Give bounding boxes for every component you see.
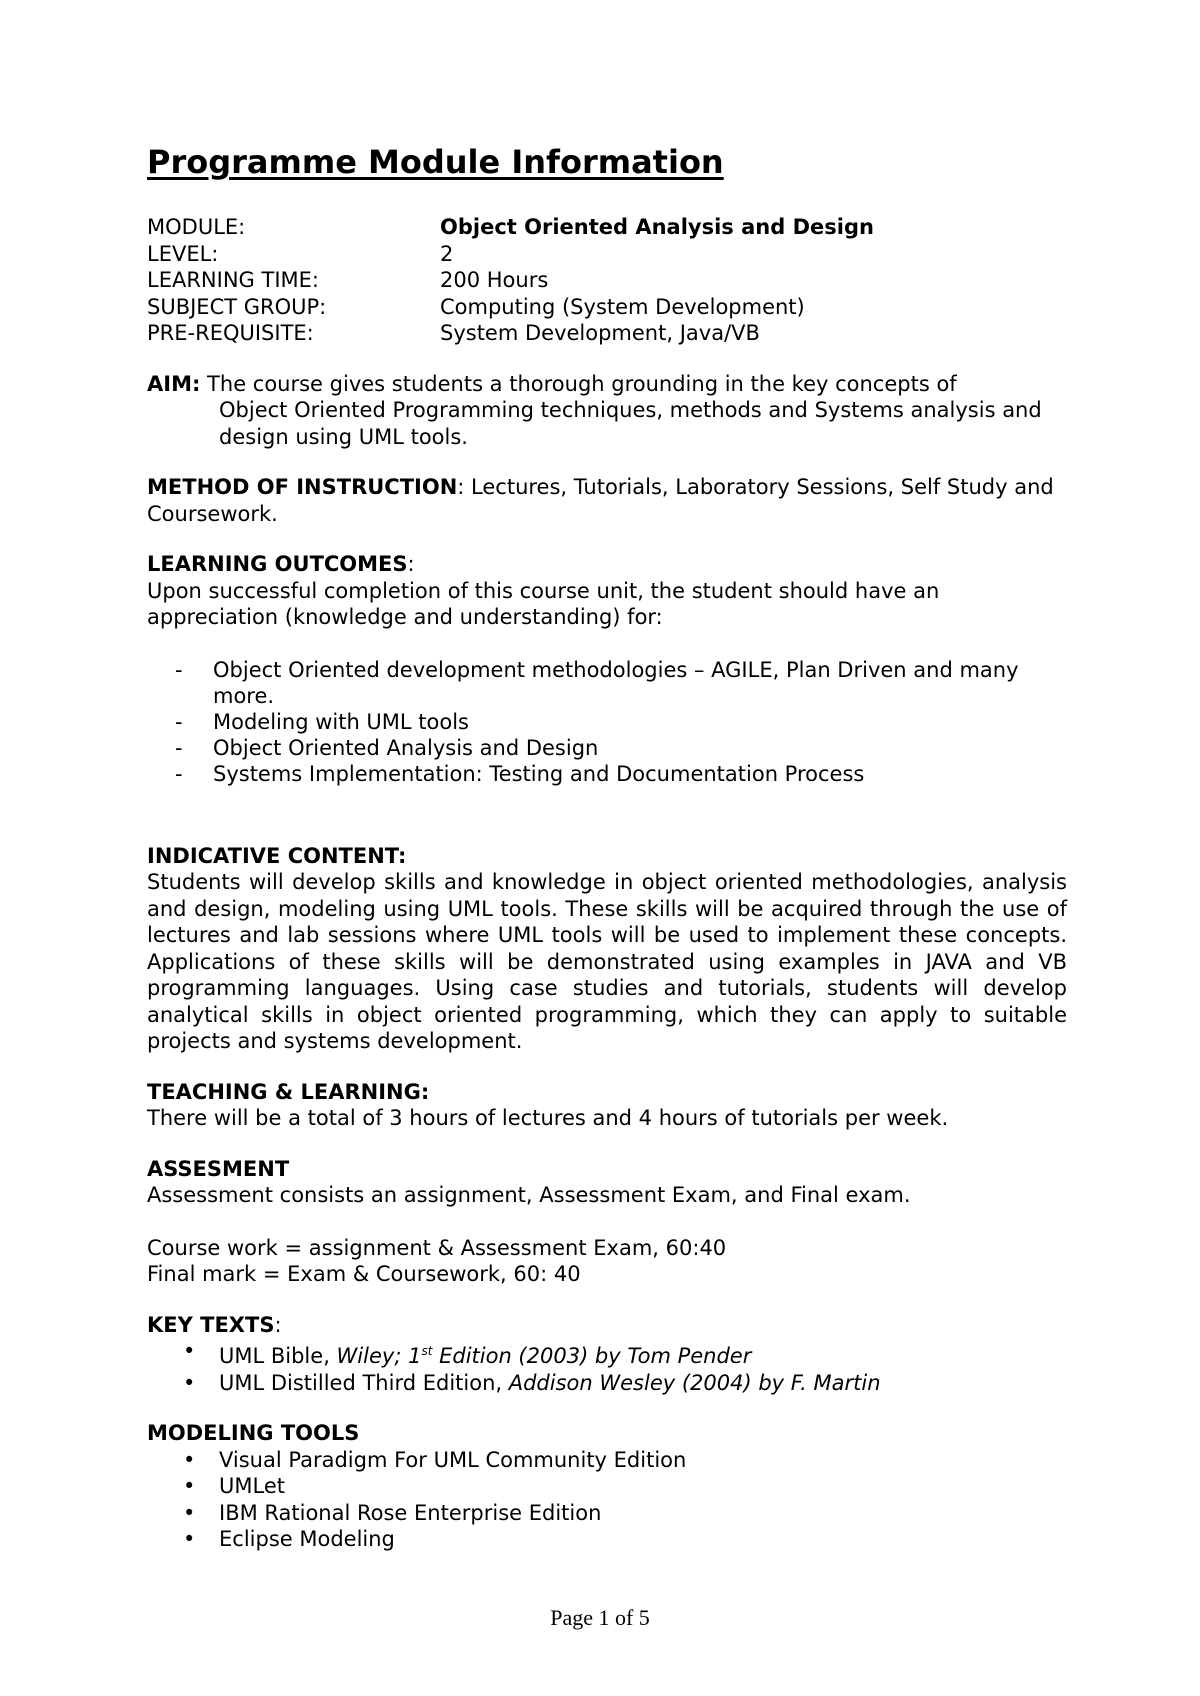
outcomes-list	[147, 657, 1067, 787]
list-item	[147, 1370, 1067, 1397]
book-edition-sup: st	[421, 1344, 433, 1358]
teaching-text: There will be a total of 3 hours of lectures and 4 hours of tutorials per week.	[147, 1106, 949, 1130]
list-item: • UMLet	[147, 1473, 1067, 1500]
assessment-text: Assessment consists an assignment, Assessment Exam, and Final exam.	[147, 1183, 911, 1207]
teaching-label: TEACHING & LEARNING:	[147, 1079, 430, 1104]
assessment-final-mark: Final mark = Exam & Coursework, 60: 40	[147, 1262, 581, 1286]
book-title: UML Distilled Third Edition,	[219, 1370, 509, 1395]
texts-colon: :	[274, 1312, 282, 1337]
aim-section	[147, 371, 1067, 451]
meta-value: 2	[440, 241, 454, 266]
outcomes-section	[147, 551, 1067, 787]
texts-list	[147, 1338, 1067, 1396]
book-publisher-b: Edition (2003) by Tom Pender	[432, 1344, 752, 1368]
list-item: - Modeling with UML tools	[147, 709, 1067, 735]
meta-label: PRE-REQUISITE:	[147, 321, 314, 345]
meta-value: Computing (System Development)	[440, 294, 805, 319]
list-item: • Visual Paradigm For UML Community Edition	[147, 1447, 1067, 1474]
aim-line1: The course gives students a thorough grounding in the key concepts of	[200, 371, 957, 396]
list-item: • IBM Rational Rose Enterprise Edition	[147, 1500, 1067, 1527]
book-publisher: Addison Wesley (2004) by F. Martin	[508, 1370, 881, 1395]
meta-value: System Development, Java/VB	[440, 321, 760, 345]
meta-value: 200 Hours	[440, 268, 549, 292]
list-item	[147, 1338, 1067, 1370]
outcomes-colon: :	[407, 552, 415, 576]
content-text: Students will develop skills and knowledge in object oriented methodologies, analysis and design, modeling using UML tools. These skills will be acquired through the use of lectures and lab sessions where UML tools will be used to implement these concepts. Applications of these skills will be demonstrated using examples in JAVA and VB programming languages. Using case studies and tutorials, students will develop analytical skills in object oriented programming, which they can apply to suitable projects and systems development.	[147, 870, 1067, 1053]
aim-first-line	[147, 371, 1067, 398]
content-label: INDICATIVE CONTENT:	[147, 843, 407, 868]
document-page	[147, 140, 1067, 1553]
assessment-coursework: Course work = assignment & Assessment Exam, 60:40	[147, 1235, 727, 1260]
list-item: • Eclipse Modeling	[147, 1526, 1067, 1553]
meta-row-module	[147, 214, 1067, 241]
list-item: - Systems Implementation: Testing and Documentation Process	[147, 761, 1067, 787]
meta-label: MODULE:	[147, 215, 246, 239]
tools-list	[147, 1447, 1067, 1553]
texts-label: KEY TEXTS	[147, 1312, 275, 1337]
module-meta	[147, 214, 1067, 347]
method-label: METHOD OF INSTRUCTION	[147, 475, 458, 499]
tools-label: MODELING TOOLS	[147, 1421, 360, 1445]
method-section	[147, 474, 1067, 527]
page-title: Programme Module Information	[147, 143, 724, 181]
meta-label: LEARNING TIME:	[147, 268, 319, 292]
book-publisher	[337, 1344, 752, 1368]
page-number: Page 1 of 5	[550, 1605, 650, 1630]
outcomes-intro: Upon successful completion of this course unit, the student should have an appreciation (knowledge and understanding) for:	[147, 578, 940, 629]
outcomes-label: LEARNING OUTCOMES	[147, 552, 408, 576]
tools-section	[147, 1420, 1067, 1553]
assessment-label: ASSESMENT	[147, 1156, 290, 1181]
list-item: - Object Oriented Analysis and Design	[147, 735, 1067, 761]
meta-label: LEVEL:	[147, 241, 219, 266]
book-title: UML Bible,	[219, 1344, 337, 1368]
aim-label: AIM:	[147, 371, 201, 396]
meta-row-level	[147, 241, 1067, 268]
aim-rest: Object Oriented Programming techniques, methods and Systems analysis and design using UML tools.	[219, 398, 1042, 449]
meta-row-subject-group	[147, 294, 1067, 321]
texts-section	[147, 1312, 1067, 1397]
meta-value: Object Oriented Analysis and Design	[440, 215, 874, 239]
content-section	[147, 843, 1067, 1055]
list-item: - Object Oriented development methodologies – AGILE, Plan Driven and many more.	[147, 657, 1067, 709]
meta-row-learning-time	[147, 267, 1067, 294]
meta-row-prerequisite	[147, 320, 1067, 347]
method-text: : Lectures, Tutorials, Laboratory Sessions, Self Study and Coursework.	[147, 475, 1054, 526]
teaching-section	[147, 1079, 1067, 1132]
meta-label: SUBJECT GROUP:	[147, 294, 327, 319]
book-publisher-a: Wiley; 1	[336, 1344, 422, 1368]
assessment-section	[147, 1156, 1067, 1288]
